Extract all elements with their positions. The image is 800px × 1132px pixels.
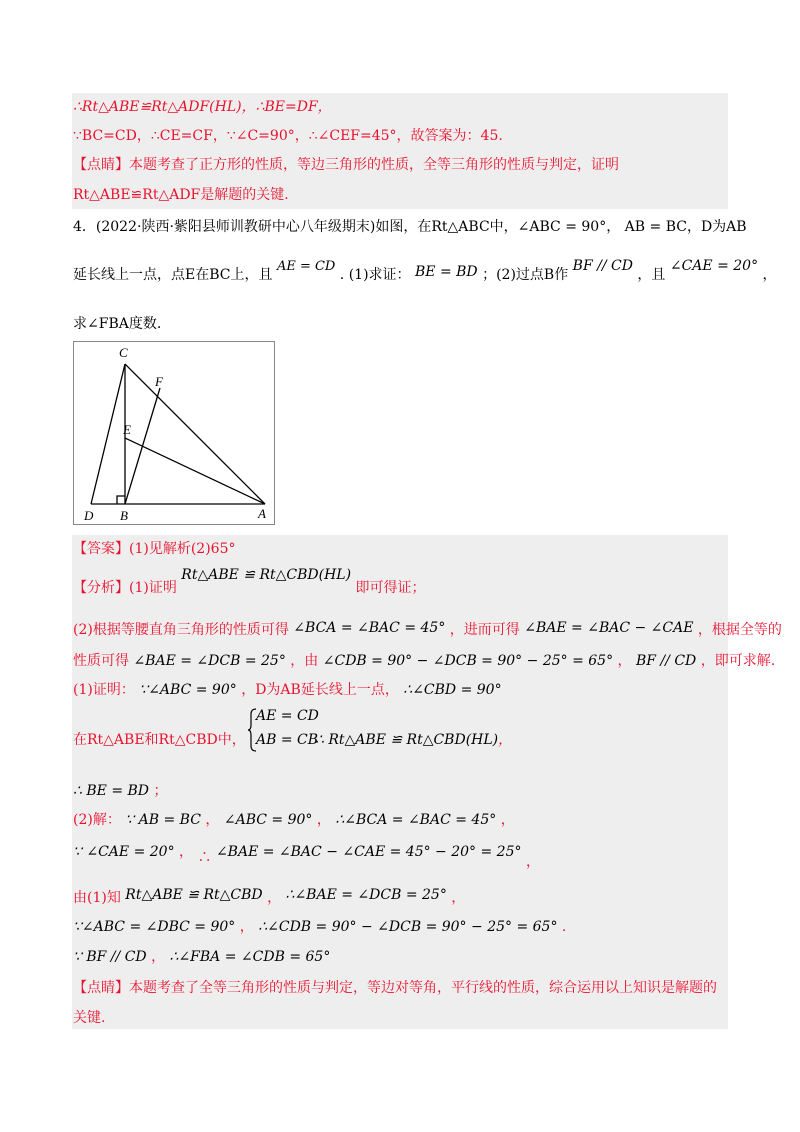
prev-line-1: ∴Rt△ABE≌Rt△ADF(HL)，∴BE=DF， xyxy=(73,99,332,115)
cae-d: ∠BAE = ∠BAC − ∠CAE = 45° − 20° = 25° xyxy=(215,844,522,860)
p2l2-e: ， xyxy=(617,653,632,669)
question-line-2 xyxy=(73,258,777,286)
right-angle-mark xyxy=(117,496,125,504)
s2-b: ∵ AB = BC xyxy=(125,812,201,828)
system-eq-2: AB = CB xyxy=(256,732,319,748)
label-C: C xyxy=(119,345,128,360)
remark-line-1: 【点睛】本题考查了全等三角形的性质与判定，等边对等角，平行线的性质，综合运用以上知识是解题的 xyxy=(73,980,717,996)
analysis-part2-line-2 xyxy=(73,651,775,671)
p2l2-d: ∠CDB = 90° − ∠DCB = 90° − 25° = 65° xyxy=(322,653,614,669)
cae-a: ∵ ∠CAE = 20° xyxy=(73,844,175,860)
p2l2-a: 性质可得 xyxy=(73,653,129,669)
cdb-b: ， xyxy=(239,919,254,935)
label-A: A xyxy=(258,506,266,521)
q2-parallel: BF // CD xyxy=(572,258,633,274)
bf-b: ， xyxy=(151,949,166,965)
system-eq-1: AE = CD xyxy=(256,708,319,724)
question-line-1: 4．(2022·陕西·紫阳县师训教研中心八年级期末)如图，在Rt△ABC中，∠ABC = 90°， AB = BC，D为AB xyxy=(73,219,747,235)
label-D: D xyxy=(84,508,94,523)
p2l1-d: ∠BAE = ∠BAC − ∠CAE xyxy=(524,620,694,636)
q2-prove: BE = BD xyxy=(414,264,478,280)
solution-part2-line xyxy=(73,810,515,830)
proof1-c: ，D为AB延长线上一点， xyxy=(241,682,399,698)
analysis-text-c: 即可得证； xyxy=(355,580,426,596)
remark-line-2: 关键. xyxy=(73,1010,106,1026)
p2l1-e: ，根据全等的 xyxy=(697,622,782,638)
from-part1-line xyxy=(73,888,465,908)
by1-c: ， xyxy=(267,890,282,906)
cdb-c: ∴∠CDB = 90° − ∠DCB = 90° − 25° = 65° xyxy=(258,919,558,935)
proof-part1-line xyxy=(73,680,502,700)
cdb-d: . xyxy=(561,919,567,935)
p2l2-c: ，由 xyxy=(290,653,319,669)
in-a: 在Rt△ABE和Rt△CBD中， xyxy=(73,732,246,748)
by1-a: 由(1)知 xyxy=(73,890,121,906)
answer-line: 【答案】(1)见解析(2)65° xyxy=(73,541,236,557)
proof1-a: (1)证明： xyxy=(73,682,135,698)
analysis-line xyxy=(73,567,426,598)
cae-c: ∴ xyxy=(197,850,212,866)
segment-CD xyxy=(91,364,125,504)
cae-e: ， xyxy=(525,854,540,870)
prev-line-2: ∵BC=CD，∴CE=CF，∵∠C=90°，∴∠CEF=45°，故答案为：45. xyxy=(73,128,503,144)
analysis-text-a: 【分析】(1)证明 xyxy=(73,580,177,596)
be-a: ∴ BE = BD xyxy=(73,783,150,799)
segment-EA xyxy=(125,438,265,504)
proof1-b: ∵∠ABC = 90° xyxy=(139,682,237,698)
s2-e: ， xyxy=(316,812,331,828)
analysis-formula: Rt△ABE ≌ Rt△CBD(HL) xyxy=(181,567,352,583)
cdb-line xyxy=(73,917,566,937)
segment-BF xyxy=(125,388,160,504)
proof1-d: ∴∠CBD = 90° xyxy=(403,682,502,698)
be-b: ； xyxy=(153,783,168,799)
prev-note-line-1: 【点睛】本题考查了正方形的性质，等边三角形的性质，全等三角形的性质与判定，证明 xyxy=(73,157,619,173)
analysis-part2-line-1 xyxy=(73,620,782,640)
s2-d: ∠ABC = 90° xyxy=(223,812,313,828)
p2l1-c: ，进而可得 xyxy=(449,622,520,638)
triangle-diagram xyxy=(74,342,274,524)
geometry-figure xyxy=(73,341,275,525)
q2-text-e: ；(2)过点B作 xyxy=(482,267,569,283)
s2-g: ， xyxy=(500,812,515,828)
label-B: B xyxy=(120,508,128,523)
p2l2-g: ，即可求解. xyxy=(700,653,776,669)
label-E: E xyxy=(123,422,131,437)
question-line-3: 求∠FBA度数. xyxy=(73,316,162,332)
q2-text-c: . (1)求证： xyxy=(339,267,411,283)
bf-a: ∵ BF // CD xyxy=(73,949,147,965)
prev-note-line-2: Rt△ABE≌Rt△ADF是解题的关键. xyxy=(73,187,289,203)
q2-angle: ∠CAE = 20° xyxy=(669,258,759,274)
cae-line xyxy=(73,842,540,870)
s2-f: ∴∠BCA = ∠BAC = 45° xyxy=(335,812,497,828)
by1-b: Rt△ABE ≌ Rt△CBD xyxy=(125,887,263,903)
label-F: F xyxy=(155,374,163,389)
congruence-conclusion xyxy=(315,730,512,750)
q2-condition: AE = CD xyxy=(276,259,336,274)
s2-c: ， xyxy=(205,812,220,828)
q2-text-i: ， xyxy=(762,267,777,283)
bf-line xyxy=(73,947,330,967)
by1-e: ， xyxy=(451,890,466,906)
p2l1-b: ∠BCA = ∠BAC = 45° xyxy=(293,620,446,636)
in-b: ∴ Rt△ABE ≌ Rt△CBD(HL) xyxy=(315,732,499,748)
cdb-a: ∵∠ABC = ∠DBC = 90° xyxy=(73,919,236,935)
p2l2-f: BF // CD xyxy=(635,653,697,669)
q2-text-a: 延长线上一点，点E在BC上，且 xyxy=(73,267,273,283)
p2l2-b: ∠BAE = ∠DCB = 25° xyxy=(133,653,286,669)
cae-b: ， xyxy=(179,844,194,860)
in-triangles-line xyxy=(73,730,246,750)
s2-a: (2)解： xyxy=(73,812,121,828)
be-equals-bd-line xyxy=(73,781,167,801)
in-c: ， xyxy=(498,732,513,748)
p2l1-a: (2)根据等腰直角三角形的性质可得 xyxy=(73,622,289,638)
q2-text-g: ，且 xyxy=(637,267,666,283)
bf-c: ∴∠FBA = ∠CDB = 65° xyxy=(169,949,331,965)
by1-d: ∴∠BAE = ∠DCB = 25° xyxy=(285,887,447,903)
